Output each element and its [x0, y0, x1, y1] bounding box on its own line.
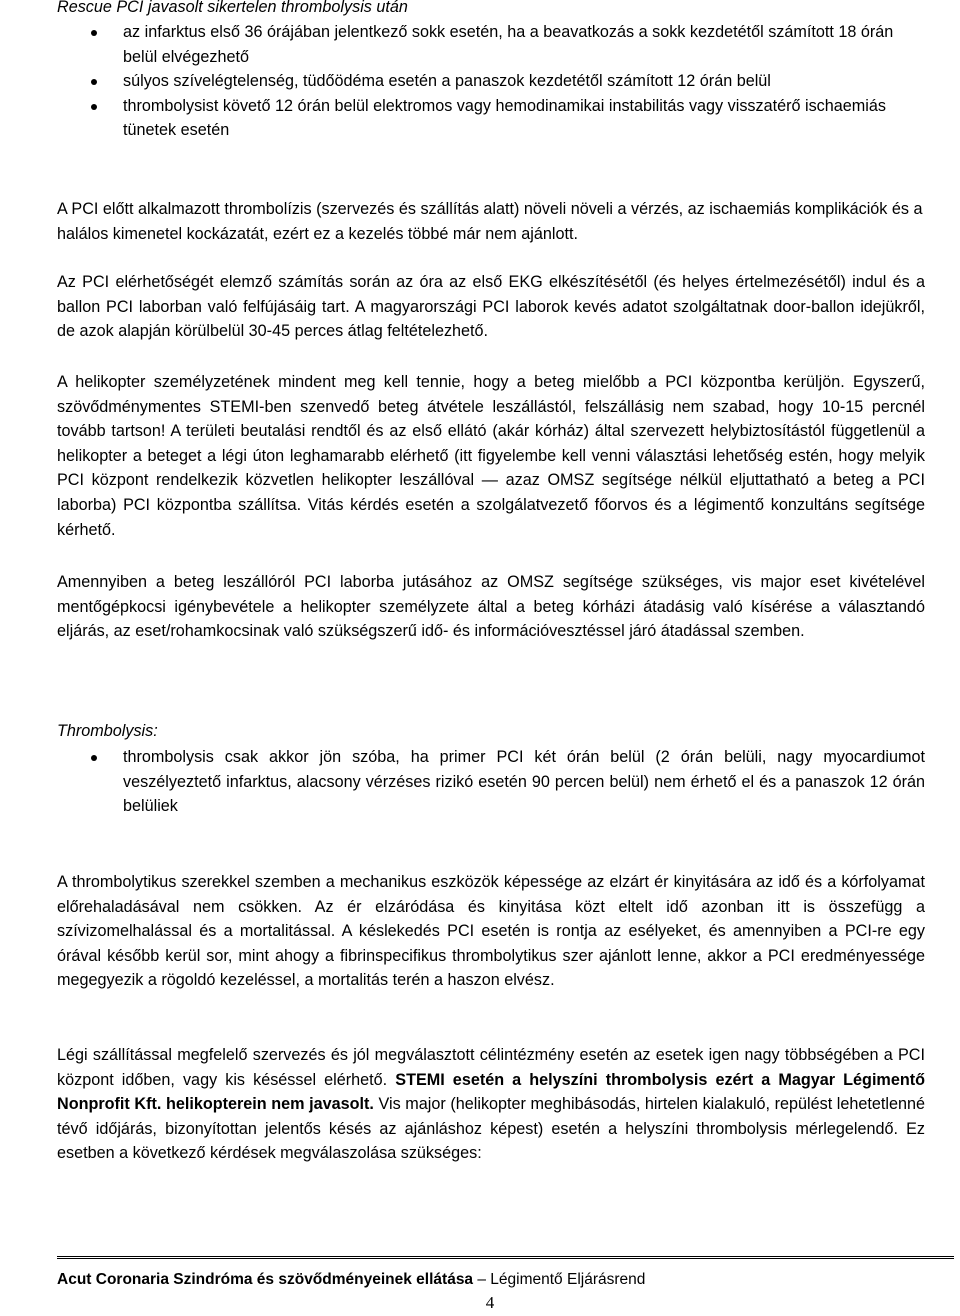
- list-item: az infarktus első 36 órájában jelentkező sokk esetén, ha a beavatkozás a sokk kezdetétől számított 18 órán belül elvégezhető: [57, 20, 925, 69]
- paragraph: A thrombolytikus szerekkel szemben a mechanikus eszközök képessége az elzárt ér kinyitására az idő és a kórfolyamat előrehaladásával nem csökken. Az ér elzáródása és kinyitása közt eltelt idő azonban itt is összefügg a szívizomelhalással és a mortalitással. A késlekedés PCI esetén is rontja az esélyeket, és amennyiben a PCI-re egy órával később kerül sor, mint ahogy a fibrinspecifikus thrombolytikus szer ajánlott lenne, akkor a PCI eredményessége megegyezik a rögoldó kezeléssel, a mortalitás terén a haszon elvész.: [57, 873, 925, 990]
- rescue-pci-heading: Rescue PCI javasolt sikertelen thrombolysis után: [57, 0, 408, 16]
- bullet-icon: [91, 30, 97, 36]
- footer: Acut Coronaria Szindróma és szövődményeinek ellátása – Légimentő Eljárásrend: [57, 1271, 646, 1288]
- bullet-icon: [91, 79, 97, 85]
- list-item: thrombolysis csak akkor jön szóba, ha primer PCI két órán belül (2 órán belüli, nagy myocardiumot veszélyeztető infarktus, alacsony vérzéses rizikó esetén 90 percen belül) nem érhető el és a panaszok 12 órán belüliek: [57, 745, 925, 819]
- paragraph: A helikopter személyzetének mindent meg kell tennie, hogy a beteg mielőbb a PCI központba kerüljön. Egyszerű, szövődménymentes STEMI-ben szenvedő beteg átvétele leszállástól, felszállásig nem szabad, hogy 10-15 percnél tovább tartson! A területi beutalási rendtől és az első ellátó (akár kórház) által szervezett helybiztosítástól függetlenül a helikopter a beteget a légi úton leghamarabb elérhető (itt figyelembe kell venni választási lehetőség estén, hogy melyik PCI központ rendelkezik közvetlen helikopter leszállóval — azaz OMSZ segítsége nélkül eljuttatható a beteg a PCI laborba) PCI központba szállítsa. Vitás kérdés esetén a szolgálatvezető főorvos és a légimentő konzultáns segítsége kérhető.: [57, 373, 925, 539]
- rescue-pci-list: [57, 20, 925, 143]
- footer-divider: [57, 1256, 954, 1259]
- bullet-icon: [91, 755, 97, 761]
- paragraph: Amennyiben a beteg leszállóról PCI laborba jutásához az OMSZ segítsége szükséges, vis major eset kivételével mentőgépkocsi igénybevétele a helikopter személyzete által a beteg kórházi átadásig való kísérése a választandó eljárás, az eset/rohamkocsinak való szükségszerű idő- és információvesztéssel járó átadással szemben.: [57, 573, 925, 641]
- page-number: 4: [485, 1293, 495, 1312]
- list-item: súlyos szívelégtelenség, tüdőödéma esetén a panaszok kezdetétől számított 12 órán belül: [57, 69, 925, 94]
- paragraph: Légi szállítással megfelelő szervezés és jól megválasztott célintézmény esetén az esetek igen nagy többségében a PCI központ időben, vagy kis késéssel elérhető. STEMI esetén a helyszíni thrombolysis ezért a Magyar Légimentő Nonprofit Kft. helikopterein nem javasolt. Vis major (helikopter meghibásodás, hirtelen kialakuló, repülést lehetetlenné tévő időjárás, bizonyítottan jelentős késés az ajánláshoz képest) esetén a helyszíni thrombolysis mérlegelendő. Ez esetben a következő kérdések megválaszolása szükséges:: [57, 1046, 926, 1163]
- paragraph: Az PCI elérhetőségét elemző számítás során az óra az első EKG elkészítésétől (és helyes értelmezésétől) indul és a ballon PCI laborban való felfújásáig tart. A magyarországi PCI laborok kevés adatot szolgáltatnak door-ballon idejükről, de azok alapján körülbelül 30-45 perces átlag feltételezhető.: [57, 273, 925, 341]
- list-item: thrombolysist követő 12 órán belül elektromos vagy hemodinamikai instabilitás vagy visszatérő ischaemiás tünetek esetén: [57, 94, 925, 143]
- bullet-icon: [91, 104, 97, 110]
- thrombolysis-heading: Thrombolysis:: [57, 722, 158, 740]
- thrombolysis-list: [57, 745, 925, 819]
- emphasis: STEMI esetén a helyszíni thrombolysis ezért a Magyar Légimentő Nonprofit Kft. helikopterein nem javasolt.: [57, 1070, 925, 1114]
- paragraph: A PCI előtt alkalmazott thrombolízis (szervezés és szállítás alatt) növeli növeli a vérzés, az ischaemiás komplikációk és a halálos kimenetel kockázatát, ezért ez a kezelés többé már nem ajánlott.: [57, 200, 923, 243]
